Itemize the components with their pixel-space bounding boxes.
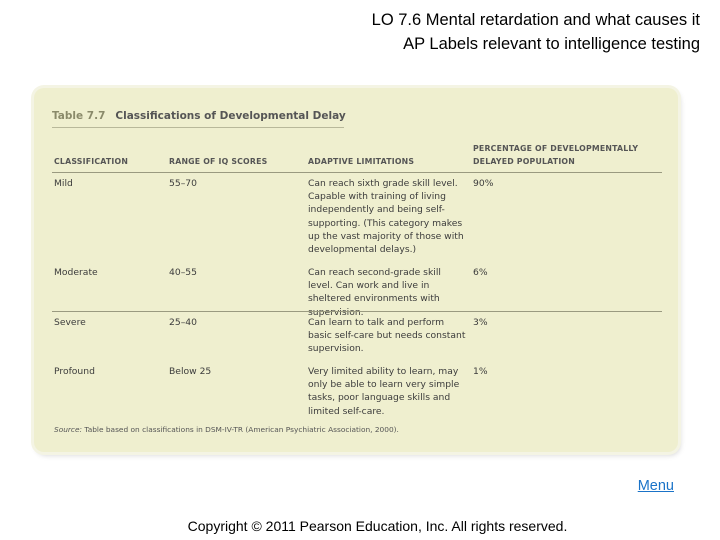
row-divider: [52, 311, 662, 312]
row-profound-adaptive: Very limited ability to learn, may only be able to learn very simple tasks, poor language skills and limited self-care.: [308, 366, 460, 417]
table-caption: [52, 110, 346, 122]
row-moderate-range: 40–55: [169, 267, 197, 278]
table-card: [34, 88, 678, 452]
row-moderate-percentage: 6%: [473, 267, 488, 278]
row-severe-range: 25–40: [169, 317, 197, 328]
slide-title-line-2: AP Labels relevant to intelligence testing: [403, 35, 700, 53]
table-number: Table 7.7: [52, 110, 106, 122]
row-severe-percentage: 3%: [473, 317, 488, 328]
source-text: Table based on classifications in DSM-IV-TR (American Psychiatric Association, 2000).: [84, 425, 399, 434]
header-adaptive: ADAPTIVE LIMITATIONS: [308, 157, 415, 166]
row-profound-percentage: 1%: [473, 366, 488, 377]
caption-divider: [52, 127, 344, 128]
row-moderate-classification: Moderate: [54, 267, 98, 278]
header-divider: [52, 172, 662, 173]
row-mild-classification: Mild: [54, 178, 73, 189]
header-classification: CLASSIFICATION: [54, 157, 129, 166]
row-profound-range: Below 25: [169, 366, 212, 377]
menu-link[interactable]: Menu: [637, 478, 674, 494]
source-label: Source:: [54, 425, 83, 434]
row-mild-range: 55–70: [169, 178, 197, 189]
row-moderate-adaptive: Can reach second-grade skill level. Can work and live in sheltered environments with supervision.: [308, 267, 441, 318]
slide-title-line-1: LO 7.6 Mental retardation and what causes it: [371, 11, 700, 29]
row-mild-adaptive: Can reach sixth grade skill level. Capable with training of living independently and being self-supporting. (This category makes up the vast majority of those with developmental delays.): [308, 178, 464, 256]
header-percentage-line-1: PERCENTAGE OF DEVELOPMENTALLY: [473, 144, 639, 153]
header-percentage: [473, 142, 638, 168]
copyright-footer: Copyright © 2011 Pearson Education, Inc. All rights reserved.: [187, 518, 568, 534]
header-range: RANGE OF IQ SCORES: [169, 157, 268, 166]
slide-title: [372, 8, 700, 56]
table-source: [54, 425, 399, 434]
row-severe-classification: Severe: [54, 317, 86, 328]
row-profound-classification: Profound: [54, 366, 95, 377]
header-percentage-line-2: DELAYED POPULATION: [473, 157, 575, 166]
row-severe-adaptive: Can learn to talk and perform basic self-care but needs constant supervision.: [308, 317, 466, 355]
row-mild-percentage: 90%: [473, 178, 494, 189]
table-caption-text: Classifications of Developmental Delay: [115, 110, 346, 122]
